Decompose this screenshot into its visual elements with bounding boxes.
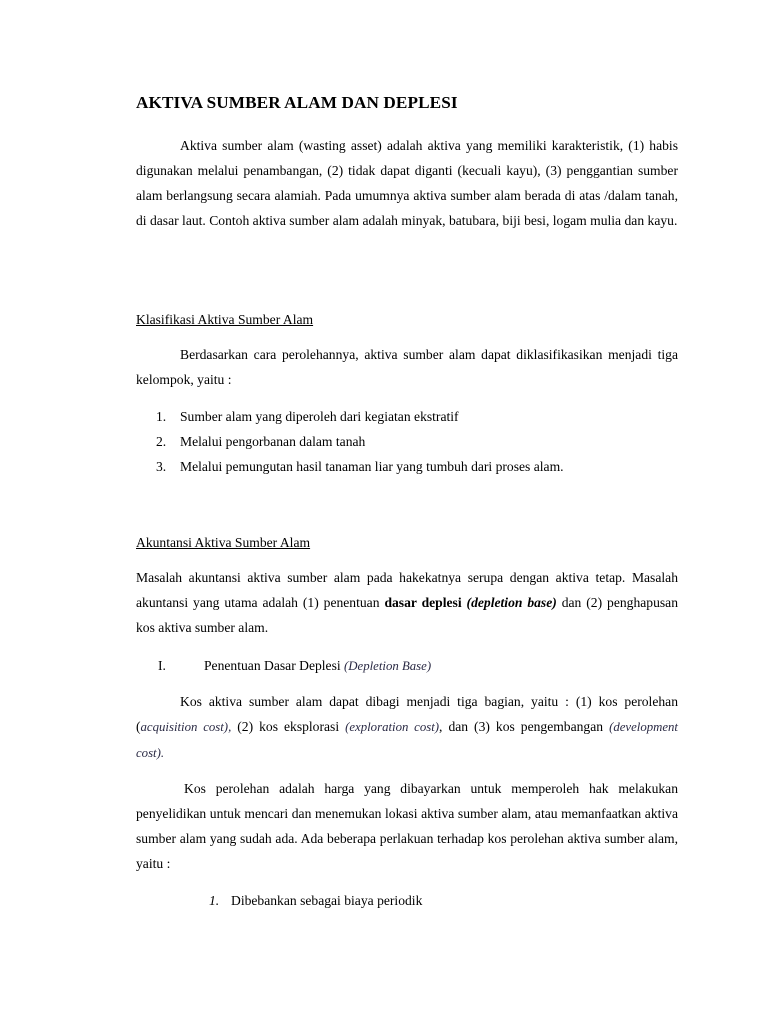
intro-paragraph: Aktiva sumber alam (wasting asset) adalah aktiva yang memiliki karakteristik, (1) habis digunakan melalui penambangan, (2) tidak dapat diganti (kecuali kayu), (3) penggantian sumber alam berlangsung secara alamiah. Pada umumnya aktiva sumber alam berada di atas /dalam tanah, di dasar laut. Contoh aktiva sumber alam adalah minyak, batubara, biji besi, logam mulia dan kayu. bbox=[136, 138, 678, 228]
dasar-deplesi-term: dasar deplesi bbox=[384, 595, 462, 610]
page-title: AKTIVA SUMBER ALAM DAN DEPLESI bbox=[136, 93, 458, 112]
sub-list-number: 1. bbox=[209, 893, 220, 908]
list-item bbox=[136, 404, 678, 429]
list-item-number: 2. bbox=[156, 434, 167, 449]
accounting-heading: Akuntansi Aktiva Sumber Alam bbox=[136, 535, 311, 550]
list-item bbox=[136, 429, 678, 454]
cost-parts-paragraph: Kos aktiva sumber alam dapat dibagi menjadi tiga bagian, yaitu : (1) kos perolehan (acquisition cost), (2) kos eksplorasi (exploration cost), dan (3) kos pengembangan (development cost). bbox=[136, 694, 678, 760]
sub-list-text: Dibebankan sebagai biaya periodik bbox=[231, 893, 423, 908]
acquisition-cost-term: acquisition cost), bbox=[140, 720, 232, 734]
accounting-text-start: Masalah akuntansi aktiva sumber alam pada hakekatnya serupa dengan aktiva tetap. Masalah akuntansi yang utama adalah (1) penentuan bbox=[136, 570, 678, 610]
section-title: Penentuan Dasar Deplesi (Depletion Base) bbox=[204, 658, 432, 673]
development-cost-term: (development cost). bbox=[136, 720, 678, 760]
accounting-text-end: dan (2) penghapusan kos aktiva sumber alam. bbox=[136, 595, 678, 635]
classification-heading: Klasifikasi Aktiva Sumber Alam bbox=[136, 312, 314, 327]
list-item-text: Melalui pengorbanan dalam tanah bbox=[180, 434, 366, 449]
list-item bbox=[136, 454, 678, 479]
depletion-base-term: (depletion base) bbox=[466, 595, 557, 610]
classification-list bbox=[136, 404, 678, 479]
acquisition-cost-paragraph: Kos perolehan adalah harga yang dibayarkan untuk memperoleh hak melakukan penyelidikan untuk mencari dan menemukan lokasi aktiva sumber alam, atau memanfaatkan aktiva sumber alam yang sudah ada. Ada beberapa perlakuan terhadap kos perolehan aktiva sumber alam, yaitu : bbox=[136, 781, 678, 871]
classification-paragraph: Berdasarkan cara perolehannya, aktiva sumber alam dapat diklasifikasikan menjadi tiga kelompok, yaitu : bbox=[136, 347, 678, 387]
accounting-paragraph bbox=[136, 565, 678, 640]
list-item-number: 1. bbox=[156, 409, 167, 424]
list-item-text: Sumber alam yang diperoleh dari kegiatan ekstratif bbox=[180, 409, 459, 424]
section-number: I. bbox=[158, 658, 166, 673]
list-item-number: 3. bbox=[156, 459, 167, 474]
exploration-cost-term: (exploration cost) bbox=[345, 720, 440, 734]
list-item-text: Melalui pemungutan hasil tanaman liar yang tumbuh dari proses alam. bbox=[180, 459, 564, 474]
